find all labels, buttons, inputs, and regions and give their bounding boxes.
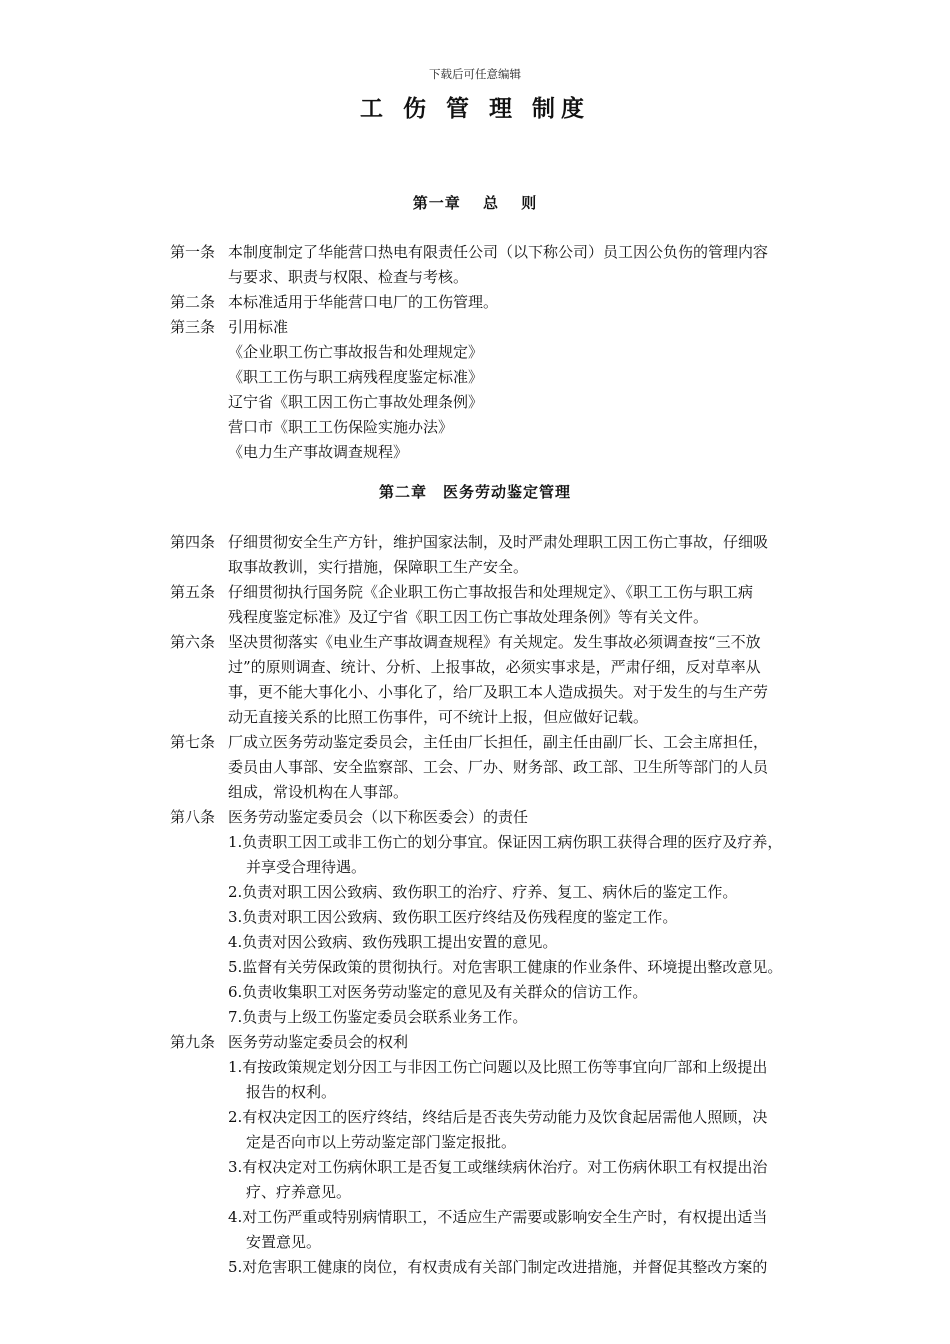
list-item: 7.负责与上级工伤鉴定委员会联系业务工作。 [228, 1008, 528, 1026]
list-item: 5.监督有关劳保政策的贯彻执行。对危害职工健康的作业条件、环境提出整改意见。 [228, 958, 783, 976]
document-title: 工 伤 管 理 制度 [359, 95, 591, 122]
article-text: 本标准适用于华能营口电厂的工伤管理。 [228, 293, 499, 311]
article-text: 仔细贯彻安全生产方针，维护国家法制，及时严肃处理职工因工伤亡事故，仔细吸 [228, 533, 769, 551]
list-item: 2.负责对职工因公致病、致伤职工的治疗、疗养、复工、病休后的鉴定工作。 [228, 883, 738, 901]
reference-item: 《职工工伤与职工病残程度鉴定标准》 [228, 368, 484, 386]
article-label: 第一条 [170, 243, 216, 261]
reference-item: 辽宁省《职工因工伤亡事故处理条例》 [228, 393, 484, 411]
list-item: 1.有按政策规定划分因工与非因工伤亡问题以及比照工伤等事宜向厂部和上级提出 [228, 1058, 768, 1076]
reference-item: 营口市《职工工伤保险实施办法》 [228, 418, 454, 436]
list-item-continuation: 报告的权利。 [246, 1083, 337, 1101]
list-item-continuation: 定是否向市以上劳动鉴定部门鉴定报批。 [246, 1133, 517, 1151]
article-text: 仔细贯彻执行国务院《企业职工伤亡事故报告和处理规定》、《职工工伤与职工病 [228, 583, 754, 601]
reference-item: 《企业职工伤亡事故报告和处理规定》 [228, 343, 484, 361]
article-text: 组成，常设机构在人事部。 [228, 783, 409, 801]
article-text: 引用标准 [228, 318, 289, 336]
reference-item: 《电力生产事故调查规程》 [228, 443, 409, 461]
article-label: 第二条 [170, 293, 216, 311]
list-item-continuation: 疗、疗养意见。 [246, 1183, 352, 1201]
article-text: 事，更不能大事化小、小事化了，给厂及职工本人造成损失。对于发生的与生产劳 [228, 683, 769, 701]
article-text: 医务劳动鉴定委员会（以下称医委会）的责任 [228, 808, 529, 826]
article-line [170, 632, 761, 652]
list-item: 1.负责职工因工或非工伤亡的划分事宜。保证因工病伤职工获得合理的医疗及疗养， [228, 833, 783, 851]
article-label: 第五条 [170, 583, 216, 601]
article-text: 委员由人事部、安全监察部、工会、厂办、财务部、政工部、卫生所等部门的人员 [228, 758, 769, 776]
article-label: 第三条 [170, 318, 216, 336]
article-text: 与要求、职责与权限、检查与考核。 [228, 268, 469, 286]
list-item: 4.对工伤严重或特别病情职工，不适应生产需要或影响安全生产时，有权提出适当 [228, 1208, 768, 1226]
article-line [170, 1032, 408, 1052]
article-line [170, 292, 498, 312]
article-text: 厂成立医务劳动鉴定委员会，主任由厂长担任，副主任由副厂长、工会主席担任， [228, 733, 769, 751]
article-text: 取事故教训，实行措施，保障职工生产安全。 [228, 558, 529, 576]
list-item-continuation: 并享受合理待遇。 [246, 858, 367, 876]
article-label: 第七条 [170, 733, 216, 751]
article-line [170, 532, 768, 552]
article-label: 第九条 [170, 1033, 216, 1051]
article-label: 第四条 [170, 533, 216, 551]
list-item: 6.负责收集职工对医务劳动鉴定的意见及有关群众的信访工作。 [228, 983, 648, 1001]
article-text: 医务劳动鉴定委员会的权利 [228, 1033, 409, 1051]
list-item: 4.负责对因公致病、致伤残职工提出安置的意见。 [228, 933, 558, 951]
article-line [170, 807, 528, 827]
list-item-continuation: 安置意见。 [246, 1233, 322, 1251]
list-item: 5.对危害职工健康的岗位，有权责成有关部门制定改进措施，并督促其整改方案的 [228, 1258, 768, 1276]
header-note: 下载后可任意编辑 [429, 67, 521, 81]
article-text: 动无直接关系的比照工伤事件，可不统计上报，但应做好记载。 [228, 708, 649, 726]
article-text: 残程度鉴定标准》及辽宁省《职工因工伤亡事故处理条例》等有关文件。 [228, 608, 709, 626]
article-line [170, 582, 753, 602]
article-text: 坚决贯彻落实《电业生产事故调查规程》有关规定。发生事故必须调查按“三不放 [228, 633, 761, 651]
article-line [170, 242, 768, 262]
article-line [170, 732, 768, 752]
article-text: 过”的原则调查、统计、分析、上报事故，必须实事求是，严肃仔细，反对草率从 [228, 658, 761, 676]
list-item: 2.有权决定因工的医疗终结，终结后是否丧失劳动能力及饮食起居需他人照顾，决 [228, 1108, 768, 1126]
article-line [170, 317, 288, 337]
article-text: 本制度制定了华能营口热电有限责任公司（以下称公司）员工因公负伤的管理内容 [228, 243, 769, 261]
chapter-heading: 第一章 总 则 [412, 194, 538, 212]
list-item: 3.有权决定对工伤病休职工是否复工或继续病休治疗。对工伤病休职工有权提出治 [228, 1158, 768, 1176]
list-item: 3.负责对职工因公致病、致伤职工医疗终结及伤残程度的鉴定工作。 [228, 908, 678, 926]
article-label: 第八条 [170, 808, 216, 826]
chapter-heading: 第二章 医务劳动鉴定管理 [378, 483, 571, 501]
article-label: 第六条 [170, 633, 216, 651]
